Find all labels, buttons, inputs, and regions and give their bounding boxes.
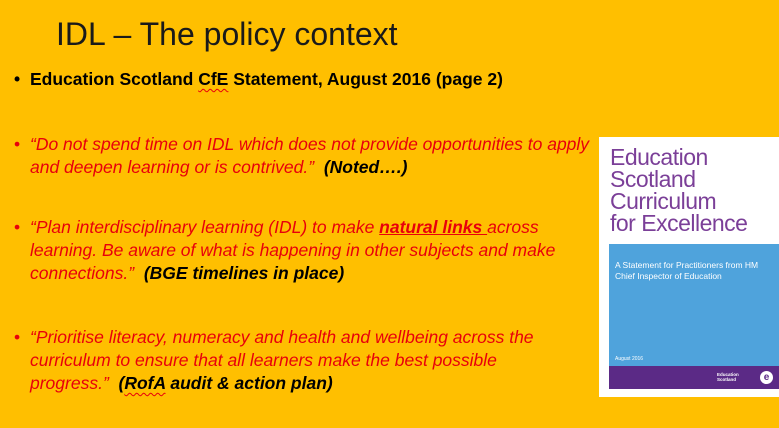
bullet-quote-prioritise (14, 326, 599, 395)
bullet-dot: • (14, 69, 21, 89)
bullet-statement (14, 68, 599, 91)
quote-text: “Do not spend time on IDL which does not provide opportunities to apply and deepen learning or is contrived.” (30, 134, 590, 177)
quote-note (119, 373, 333, 393)
cfe-abbrev: CfE (198, 69, 229, 89)
cover-logo-text: Education Scotland (717, 372, 739, 382)
quote-note: (BGE timelines in place) (143, 263, 345, 283)
bullet-quote-natural-links (14, 216, 599, 285)
statement-pre: Education Scotland (30, 69, 199, 89)
rofa-abbrev: RofA (124, 373, 166, 393)
cfe-statement-cover-image (599, 137, 779, 397)
cover-date: August 2016 (615, 356, 644, 362)
note-rest: audit & action plan) (165, 373, 333, 393)
slide-title: IDL – The policy context (56, 16, 398, 52)
cover-title-line: Education (610, 145, 708, 170)
note-open: ( (118, 373, 125, 393)
cover-page (609, 145, 779, 389)
bullet-text (30, 133, 599, 179)
quote-text-pre: “Plan interdisciplinary learning (IDL) to make (30, 217, 380, 237)
bullet-text (30, 326, 599, 395)
cover-purple-band (609, 366, 779, 389)
cover-title-line: Scotland (610, 166, 696, 192)
quote-text-post: across learning. Be aware of what is happening in other subjects and make connections.” (30, 217, 556, 283)
quote-text: “Prioritise literacy, numeracy and health and wellbeing across the curriculum to ensure that all learners make the best possible progress.” (30, 327, 534, 393)
bullet-dot: • (14, 217, 21, 237)
cover-title-line: Curriculum (610, 188, 717, 214)
cover-subtitle: A Statement for Practitioners from HM Chief Inspector of Education (615, 260, 759, 281)
bullet-dot: • (14, 134, 21, 154)
quote-note: (Noted….) (323, 157, 408, 177)
bullet-text (30, 216, 599, 285)
education-scotland-logo-icon: e (760, 371, 773, 384)
bullet-quote-idl-time (14, 133, 599, 179)
cover-blue-band (609, 244, 779, 366)
cover-title (610, 146, 778, 234)
bullet-dot: • (14, 327, 21, 347)
natural-links-emphasis: natural links (379, 217, 488, 237)
cover-title-line: for Excellence (610, 210, 748, 236)
statement-post: Statement, August 2016 (page 2) (228, 69, 503, 89)
bullet-text (30, 68, 599, 91)
